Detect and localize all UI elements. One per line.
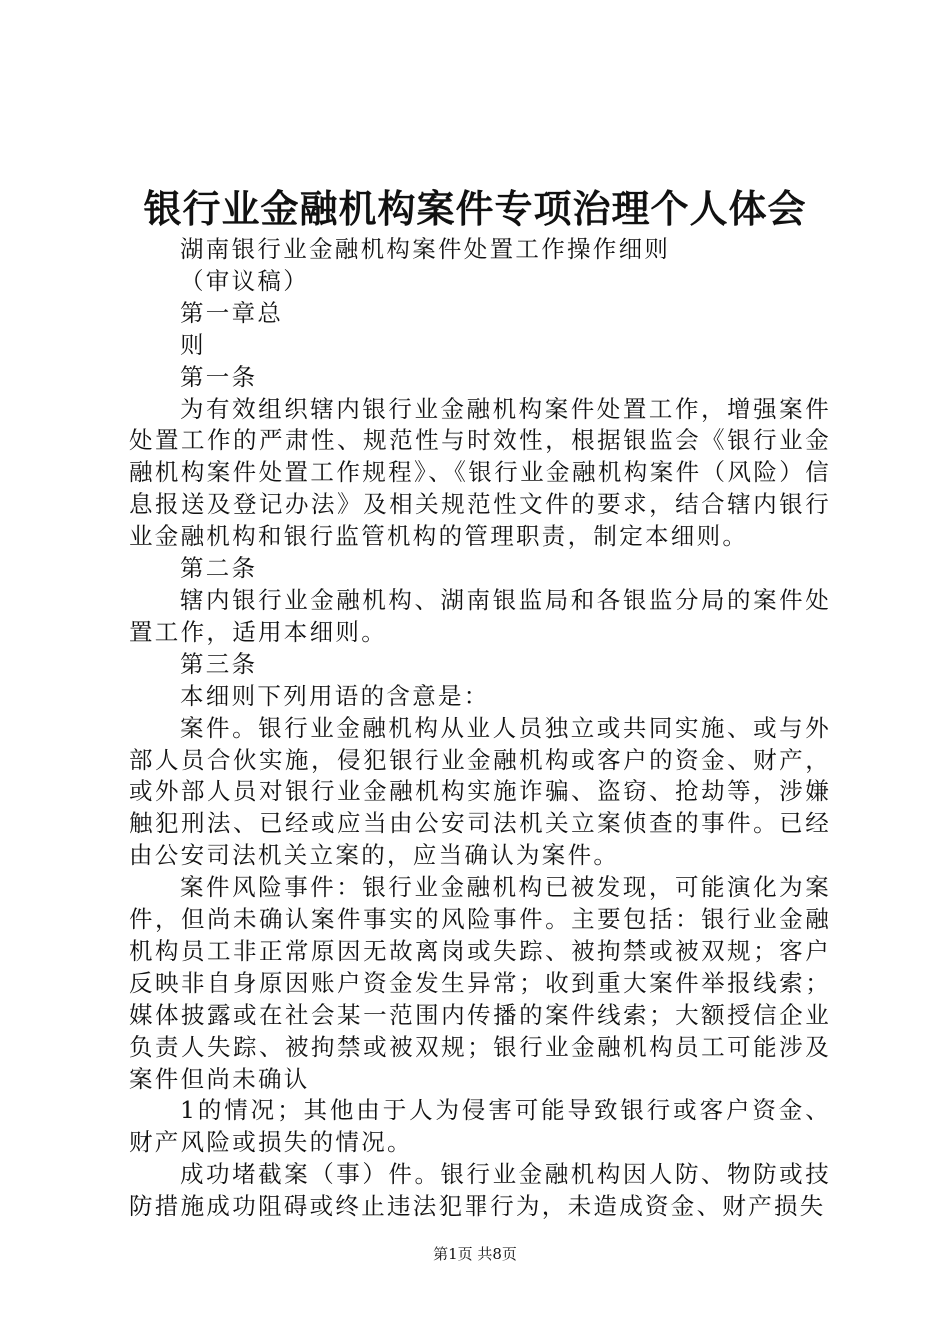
article-1-heading: 第一条 — [180, 362, 258, 391]
definition-intercepted-case: 成功堵截案（事）件。银行业金融机构因人防、物防或技防措施成功阻碍或终止违法犯罪行为，未造成资金、财产损失 — [129, 1160, 831, 1221]
definition-risk-event-continued: 1的情况；其他由于人为侵害可能导致银行或客户资金、财产风险或损失的情况。 — [129, 1096, 831, 1157]
paragraph-draft-note: （审议稿） — [180, 266, 309, 295]
document-body — [129, 234, 831, 1223]
page-number-footer: 第1页 共8页 — [433, 1245, 517, 1263]
chapter-heading-continued: 则 — [180, 330, 206, 359]
article-1-text: 为有效组织辖内银行业金融机构案件处置工作，增强案件处置工作的严肃性、规范性与时效性，根据银监会《银行业金融机构案件处置工作规程》、《银行业金融机构案件（风险）信息报送及登记办法》及相关规范性文件的要求，结合辖内银行业金融机构和银行监管机构的管理职责，制定本细则。 — [129, 394, 831, 551]
article-2-text: 辖内银行业金融机构、湖南银监局和各银监分局的案件处置工作，适用本细则。 — [129, 585, 831, 646]
definition-risk-event: 案件风险事件：银行业金融机构已被发现，可能演化为案件，但尚未确认案件事实的风险事件。主要包括：银行业金融机构员工非正常原因无故离岗或失踪、被拘禁或被双规；客户反映非自身原因账户资金发生异常；收到重大案件举报线索；媒体披露或在社会某一范围内传播的案件线索；大额授信企业负责人失踪、被拘禁或被双规；银行业金融机构员工可能涉及案件但尚未确认 — [129, 873, 831, 1093]
article-2-heading: 第二条 — [180, 554, 258, 583]
definition-case: 案件。银行业金融机构从业人员独立或共同实施、或与外部人员合伙实施，侵犯银行业金融机构或客户的资金、财产，或外部人员对银行业金融机构实施诈骗、盗窃、抢劫等，涉嫌触犯刑法、已经或应当由公安司法机关立案侦查的事件。已经由公安司法机关立案的，应当确认为案件。 — [129, 713, 831, 870]
article-3-heading: 第三条 — [180, 649, 258, 678]
paragraph-subtitle: 湖南银行业金融机构案件处置工作操作细则 — [180, 235, 671, 263]
article-3-intro: 本细则下列用语的含意是： — [180, 681, 490, 710]
document-title: 银行业金融机构案件专项治理个人体会 — [143, 186, 807, 231]
chapter-heading: 第一章总 — [180, 298, 284, 327]
